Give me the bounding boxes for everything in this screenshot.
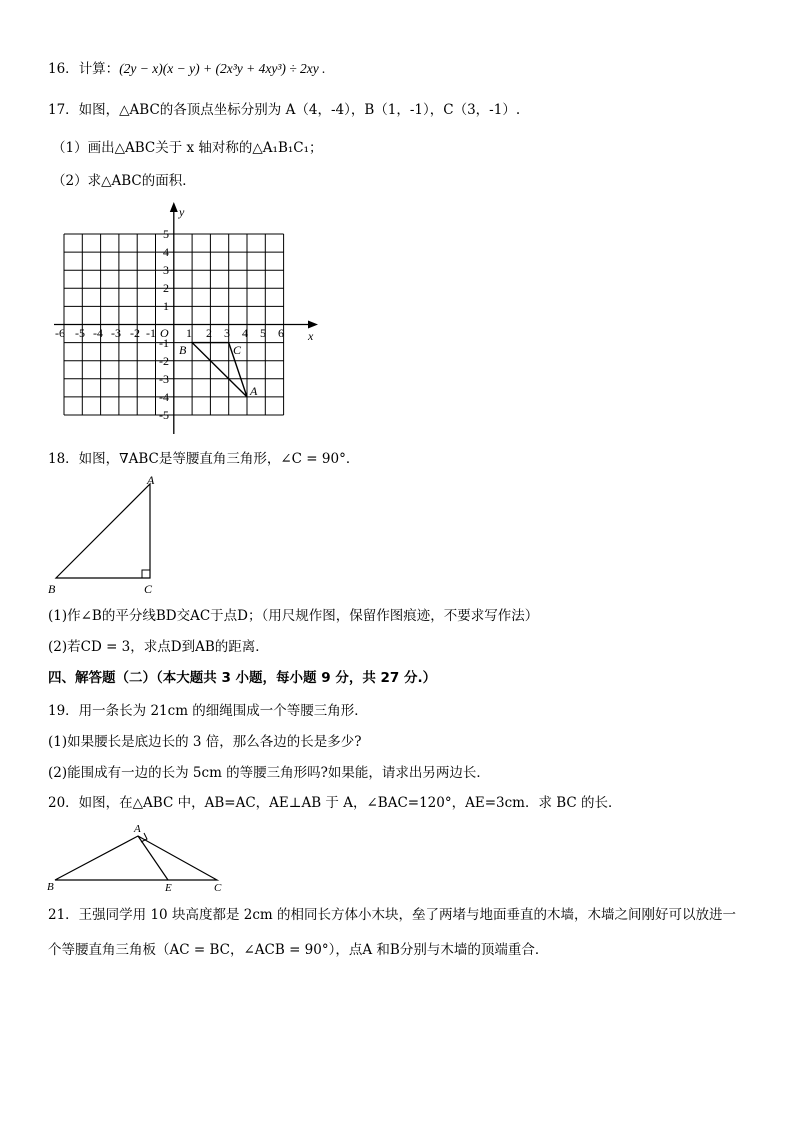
triangle-abc-q18: [56, 484, 150, 578]
origin-label: O: [160, 326, 169, 340]
q16-expression: (2y − x)(x − y) + (2x³y + 4xy³) ÷ 2xy .: [119, 61, 326, 76]
x-tick: -6: [55, 326, 65, 340]
q19-stem: 19．用一条长为 21cm 的细绳围成一个等腰三角形．: [48, 703, 368, 719]
x-tick: 3: [224, 326, 230, 340]
x-tick: -1: [146, 326, 156, 340]
x-tick: -2: [130, 326, 140, 340]
x-tick: 4: [242, 326, 248, 340]
point-b-label: B: [179, 343, 187, 357]
q18-stem: 18．如图，∇ABC是等腰直角三角形，∠C = 90°．: [48, 451, 360, 467]
q16-label: 计算：: [78, 61, 120, 77]
x-tick-labels: [55, 326, 284, 340]
right-angle-mark: [142, 570, 150, 578]
q16-line: [48, 60, 326, 78]
y-axis-label: y: [179, 205, 185, 219]
x-tick: -5: [75, 326, 85, 340]
obtuse-triangle-figure: [40, 822, 240, 894]
vertex-c-label: C: [144, 582, 153, 596]
y-tick: 2: [163, 281, 169, 295]
vertex-b-label: B: [47, 881, 54, 893]
coordinate-grid-figure: [40, 200, 330, 440]
q21-line2: 个等腰直角三角板（AC = BC，∠ACB = 90°），点A 和B分别与木墙的顶端重合．: [48, 942, 549, 958]
q21-line1: 21．王强同学用 10 块高度都是 2cm 的相同长方体小木块，垒了两堵与地面垂直的木墙，木墙之间刚好可以放进一: [48, 907, 736, 923]
q17-stem: 17．如图，△ABC的各顶点坐标分别为 A（4，-4），B（1，-1），C（3，-1）.: [48, 102, 521, 118]
triangle-abc-q20: [55, 836, 217, 880]
y-tick: -1: [159, 336, 169, 350]
y-tick: -3: [159, 372, 169, 386]
vertex-c-label: C: [214, 882, 222, 894]
y-tick: 5: [163, 227, 169, 241]
q20-stem: 20．如图，在△ABC 中，AB=AC，AE⊥AB 于 A，∠BAC=120°，AE=3cm．求 BC 的长．: [48, 795, 622, 811]
x-axis-label: x: [308, 329, 314, 343]
y-tick: -5: [159, 408, 169, 422]
q18-part2: (2)若CD = 3，求点D到AB的距离．: [48, 639, 269, 655]
section-title: 四、解答题（二）（本大题共 3 小题，每小题 9 分，共 27 分.）: [48, 670, 437, 686]
x-tick: -3: [111, 326, 121, 340]
q17-part1: （1）画出△ABC关于 x 轴对称的△A₁B₁C₁；: [52, 140, 323, 156]
point-e-label: E: [165, 882, 172, 894]
segment-ae: [138, 836, 168, 880]
vertex-a-label: A: [134, 823, 141, 835]
y-tick: -2: [159, 354, 169, 368]
vertex-a-label: A: [147, 473, 155, 487]
right-triangle-figure: [40, 472, 170, 598]
x-tick: 1: [186, 326, 192, 340]
y-tick: 1: [163, 299, 169, 313]
x-tick: 2: [206, 326, 212, 340]
q19-part2: (2)能围成有一边的长为 5cm 的等腰三角形吗?如果能，请求出另两边长．: [48, 765, 490, 781]
y-axis-arrow: [170, 202, 178, 212]
q16-number: 16．: [48, 61, 79, 77]
q19-part1: (1)如果腰长是底边长的 3 倍，那么各边的长是多少?: [48, 734, 362, 750]
y-tick: -4: [159, 390, 169, 404]
x-axis-arrow: [308, 321, 318, 329]
x-tick: 6: [278, 326, 284, 340]
vertex-b-label: B: [48, 582, 56, 596]
x-tick: -4: [93, 326, 103, 340]
q17-part2: （2）求△ABC的面积．: [52, 173, 196, 189]
y-tick: 4: [163, 245, 169, 259]
point-a-label: A: [250, 384, 258, 398]
y-tick: 3: [163, 263, 169, 277]
x-tick: 5: [260, 326, 266, 340]
point-c-label: C: [233, 343, 242, 357]
q18-part1: (1)作∠B的平分线BD交AC于点D；（用尺规作图，保留作图痕迹，不要求写作法）: [48, 608, 539, 624]
